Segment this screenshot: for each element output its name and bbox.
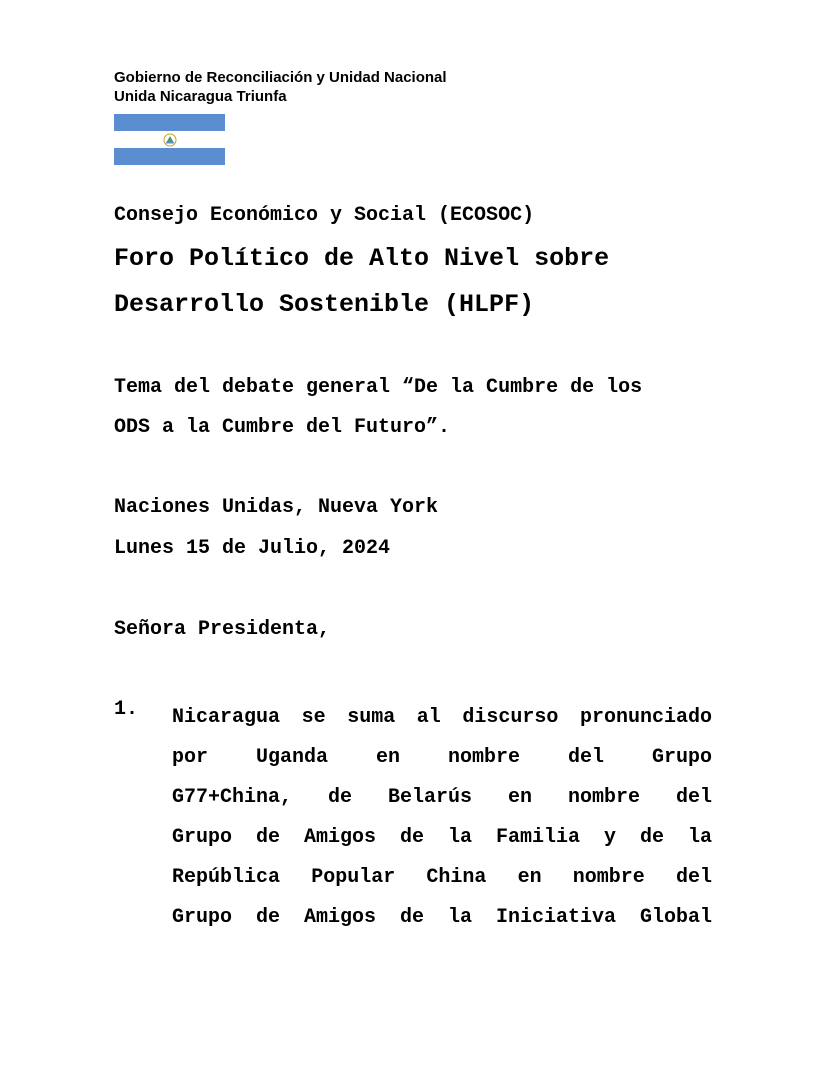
paragraph-line: Grupo de Amigos de la Iniciativa Global (172, 906, 712, 929)
letterhead (114, 68, 447, 106)
flag-bottom-stripe (114, 148, 225, 165)
date: Lunes 15 de Julio, 2024 (114, 537, 391, 560)
theme-line2: ODS a la Cumbre del Futuro”. (114, 416, 451, 439)
location: Naciones Unidas, Nueva York (114, 496, 439, 519)
forum-title-line1: Foro Político de Alto Nivel sobre (114, 244, 610, 273)
coat-of-arms-icon (163, 133, 177, 147)
theme-line1: Tema del debate general “De la Cumbre de los (114, 376, 643, 399)
paragraph-line: por Uganda en nombre del Grupo (172, 746, 712, 769)
flag-top-stripe (114, 114, 225, 131)
paragraph-line: G77+China, de Belarús en nombre del (172, 786, 712, 809)
government-name: Gobierno de Reconciliación y Unidad Nacional (114, 69, 447, 86)
council-title: Consejo Económico y Social (ECOSOC) (114, 204, 535, 227)
government-motto: Unida Nicaragua Triunfa (114, 88, 287, 105)
paragraph-1 (172, 698, 712, 938)
nicaragua-flag-icon (114, 114, 225, 165)
forum-title-line2: Desarrollo Sostenible (HLPF) (114, 290, 535, 319)
flag-middle-stripe (114, 131, 225, 148)
paragraph-line: Nicaragua se suma al discurso pronunciado (172, 706, 712, 729)
salutation: Señora Presidenta, (114, 618, 331, 641)
paragraph-number: 1. (114, 698, 139, 721)
paragraph-line: Grupo de Amigos de la Familia y de la (172, 826, 712, 849)
paragraph-line: República Popular China en nombre del (172, 866, 712, 889)
